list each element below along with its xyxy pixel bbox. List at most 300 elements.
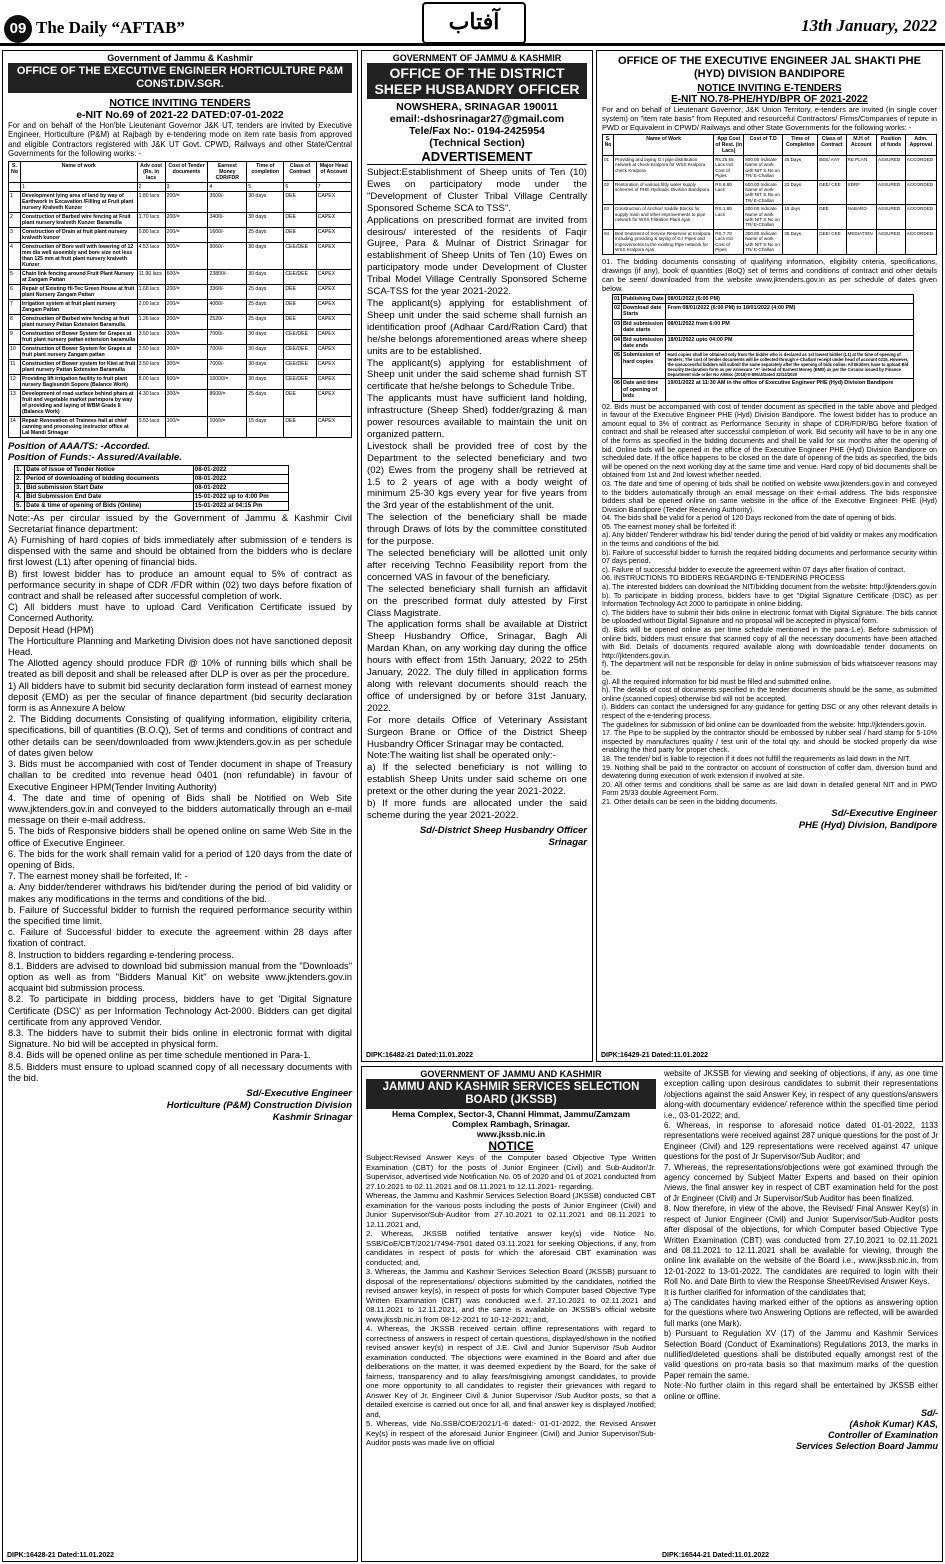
table-cell: 200/= (165, 314, 208, 329)
table-cell: 200.00 Indicate Name of work with NIT S.No on TR/ E-Challan (744, 205, 783, 230)
schedule-cell: 05 (613, 351, 622, 379)
table-cell: 4000/- (208, 299, 247, 314)
column-header: Time of completion (247, 161, 284, 182)
table-cell: 1.70 lacs (137, 212, 165, 227)
table-cell: 30 days (247, 344, 284, 359)
table-cell: 23800/- (208, 269, 247, 284)
ad1-aaa: Position of AAA/TS: -Accorded. (8, 440, 151, 452)
ad1-heading: NOTICE INVITING TENDERS (109, 97, 251, 109)
table-cell: 25 days (247, 284, 284, 299)
schedule-cell: 2. (15, 474, 25, 483)
table-cell: Chain link fencing around Fruit Plant Nursery at Zangam Pattan (20, 269, 137, 284)
table-cell: 7000/- (208, 329, 247, 344)
table-cell: 25 days (247, 314, 284, 329)
table-cell: CAPEX (316, 191, 351, 212)
ad1-nit: e-NIT No.69 of 2021-22 DATED:07-01-2022 (76, 109, 284, 121)
table-cell: CAPEX (316, 284, 351, 299)
column-header: Cost of T.D (744, 135, 783, 156)
table-cell: 300.00 Indicate Name of work with NIT S.No on TR/ E-Challan (744, 229, 783, 254)
table-cell: 04 (603, 229, 614, 254)
table-cell: 5 (9, 269, 21, 284)
table-cell: 16000/= (208, 374, 247, 389)
ad2-dipk: DIPK:16482-21 Dated:11.01.2022 (366, 1052, 474, 1059)
table-cell: Providing and laying G.I pipe distribution network at check Kralpora for WSS Kralpora check Kralpora (614, 156, 714, 181)
table-cell: ACCORDED (905, 180, 936, 205)
table-cell: DEE/ CEE (818, 180, 846, 205)
table-cell: 10 (9, 344, 21, 359)
schedule-row (613, 351, 914, 379)
ad2-sig-line1: Sd/-District Sheep Husbandry Officer (419, 824, 587, 836)
table-cell: CAPEX (316, 227, 351, 242)
ad1-government: Government of Jammu & Kashmir (107, 53, 253, 63)
ad4-address: Hema Complex, Sector-3, Channi Himmat, Jammu/Zamzam Complex Rambagh, Srinagar. (391, 1109, 631, 1129)
table-cell: DEE (284, 389, 316, 416)
table-cell: 8.00 lacs (137, 374, 165, 389)
table-cell: 7000/- (208, 359, 247, 374)
ad1-dipk: DIPK:16428-21 Dated:11.01.2022 (7, 1552, 115, 1559)
schedule-cell: 03 (613, 319, 622, 335)
column-header: Major Head of Account (316, 161, 351, 182)
table-cell: Construction of Anchor/ Saddle Blocks for supply main and other improvements to pipe network for WSS Filtration Plant Ajas (614, 205, 714, 230)
schedule-row (613, 379, 914, 401)
table-cell: 3.50 lacs (137, 344, 165, 359)
masthead-rule (0, 43, 945, 46)
table-cell: 11.90 lacs (137, 269, 165, 284)
table-cell: RS 7.73 Lacs Incl Cost of Pipes (714, 229, 744, 254)
column-header: Name of Work (614, 135, 714, 156)
table-cell: 45 Days (783, 156, 818, 181)
table-cell: CEE/DEE (284, 359, 316, 374)
ad3-sig-line2: PHE (Hyd) Division, Bandipore (798, 820, 937, 832)
ad2-tele: Tele/Fax No:- 0194-2425954 (409, 125, 545, 137)
schedule-cell: Date of Issue of Tender Notice (25, 465, 194, 474)
ad1-sig-line1: Sd/-Executive Engineer (246, 1087, 352, 1099)
ad2-body: Subject:Establishment of Sheep units of Ten (10) Ewes on participatory mode under the "Development of Cluster Tribal Village Centrally Sponsored Scheme SCA to TSS". Applications on prescribed format are invited from desirous/ interested of the residents of Faqir Gujree, Para & Mulnar of District Srinagar for establishment of Sheep Units of Ten (10) Ewes on participatory mode under Development of Cluster Tribal Model Village Centrally Sponsored Scheme SCA-TSS for the year 2021-2022. The applicant(s) applying for establishment of Sheep unit under the said scheme shall furnish an identification proof (Adhaar Card/Ration Card) that he/she belongs aforementioned areas where sheep units are to be established. The applicant(s) applying for establishment of Sheep unit under the said scheme shad furnish ST certificate that he/she belongs to Schedule Tribe. The applicants must have sufficient land holding, infrastructure (Sheep Shed) fodder/grazing & man power resources available to maintain the unit on organized pattern. Livestock shall be provided free of cost by the Department to the selected beneficiary and two (02) Ewes from the progeny shall be retrieved at 1.5 to 2 years of age with a body weight of minimum 25-30 kgs every year for five years from the 3rd year of the establishment of the unit. The selection of the beneficiary shall be made through Draws of lots by the committee constituted for the purpose. The selected beneficiary will be allotted unit only after receiving Techno Feasibility report from the concerned VAS in favour of the beneficiary. The selected beneficiary shall furnish an affidavit on the prescribed format duly attested by First Class Magistrate. The application forms shall be available at District Sheep Husbandry Office, Srinagar, Bagh Ali Mardan Khan, on any working day during the office hours with effect from 15th January, 2022 to 25th January, 2022. The duly filled in application forms along with relevant documents should reach the office of undersigned by or before 31st January, 2022. For more details Office of Veterinary Assistant Surgeon Brane or Office of the District Sheep Husbandry Officer Srinagar may be contacted. Note:The waiting list shall be operated only:- a) If the selected beneficiary is not willing to establish Sheep Units under said scheme on one pretext or the other during the year 2021-2022. b) If more funds are allocated under the said scheme during the year 2021-2022. (367, 167, 587, 821)
schedule-cell: From 08/01/2022 (6:00 PM) to 18/01/2022 (4:00 PM) (666, 303, 913, 319)
table-row (9, 374, 352, 389)
table-cell: DEE (284, 284, 316, 299)
table-cell: Providing lift irrigation facility to fruit plant nursery Bagisundri Sopore (Balance Work) (20, 374, 137, 389)
column-header: Class of Contract (818, 135, 846, 156)
table-cell: 300/= (165, 389, 208, 416)
schedule-row (15, 474, 289, 483)
ad2-email: email:-dshosrinagar27@gmail.com (389, 113, 565, 125)
table-cell: 35 Days (783, 229, 818, 254)
table-cell: Development lying area of land by way of Earthwork in Excavation /Filling at Fruit plant nursery Kralveth Kunzer (20, 191, 137, 212)
table-cell: 25 days (247, 227, 284, 242)
table-cell: 0.80 lacs (137, 227, 165, 242)
table-cell: 3400/- (208, 212, 247, 227)
ad3-signature (602, 808, 937, 832)
table-cell: ASSURED (876, 156, 905, 181)
schedule-cell: Date and time of opening of bids (622, 379, 666, 401)
schedule-row (613, 294, 914, 303)
table-cell: 4 (9, 242, 21, 269)
column-header: Class of Contract (284, 161, 316, 182)
ad3-schedule-table (612, 294, 914, 402)
table-cell: 4.30 lacs (137, 389, 165, 416)
column-header: Position of funds (876, 135, 905, 156)
table-cell: 200/= (165, 284, 208, 299)
table-cell: Bed treatment of Service Reservoir at Kralpora including providing & laying of G.I Pipes and improvements to the existing Pipe network for WSS Kralpora Ajas. (614, 229, 714, 254)
table-cell: Irrigation system at fruit plant nursery Zangam Pattan (20, 299, 137, 314)
schedule-cell: 5. (15, 501, 25, 510)
table-cell: ASSURED (876, 229, 905, 254)
column-number: 2 (137, 182, 165, 191)
table-cell: CAPEX (316, 299, 351, 314)
ad1-works-table (8, 161, 352, 438)
table-cell: Rs.25.65 Lacs Incl Cost of Pipes (714, 156, 744, 181)
ad4-heading: NOTICE (488, 1139, 534, 1153)
ad3-heading: NOTICE INVITING E-TENDERS (697, 83, 842, 94)
ad3-para01: 01. The bidding documents consisting of qualifying information, eligibility criteria, specifications, drawings (if any), book of quantities (BoQ) set of terms and conditions of contract and other details can be seen/ downloaded from the website www.jktenders.gov.in as per schedule of dates given below. (602, 256, 937, 293)
newspaper-logo: آفتاب (422, 2, 526, 44)
table-cell: 300/= (165, 359, 208, 374)
table-cell: CEE/DEE (284, 329, 316, 344)
ad1-office: OFFICE OF THE EXECUTIVE ENGINEER HORTICULTURE P&M CONST.DIV.SGR. (8, 63, 352, 93)
table-cell: 300/= (165, 242, 208, 269)
schedule-cell: Submission of hard copies (622, 351, 666, 379)
column-header: Adv cost (Rs. in lacs (137, 161, 165, 182)
schedule-row (15, 483, 289, 492)
ad-jkssb-notice (361, 1066, 943, 1562)
table-cell: 3.50 lacs (137, 359, 165, 374)
table-cell: Construction of Bower System for Grapes at fruit plant nursery Zangam pattan (20, 344, 137, 359)
ad-horticulture-tender (2, 50, 358, 1562)
table-cell: MEDIATION (846, 229, 876, 254)
table-cell: DEE (284, 416, 316, 437)
schedule-cell: Hard copies shall be obtained only from the bidder who is declared as 1st lowest bidder (L1) at the time of opening of tenders. The cost of tender documents will be collected through e-Challan/ receipt under head of account 0215. However, the unsuccessful bidders will submit the same separately after the opening of bids online. All Bidders have to upload Bid Security Declaration form as per Annexure "A" instead of Earnest Money (EMD) as per the Circular issued by Finance Department vide order No A/Misc (2018)-II-895/J/Dated 22/12/2020 (666, 351, 913, 379)
column-number: 4 (208, 182, 247, 191)
schedule-cell: 08-01-2022 (193, 465, 288, 474)
table-cell: 200/= (165, 191, 208, 212)
table-cell: 03 (603, 205, 614, 230)
ad2-office: OFFICE OF THE DISTRICT SHEEP HUSBANDRY OFFICER (367, 63, 587, 99)
ad1-body: Note:-As per circular issued by the Government of Jammu & Kashmir Civil Secretariat finance department: A) Furnishing of hard copies of bids immediately after submission of e tenders is dispensed with the same and should be obtained from the bidders who is declare first lowest (L1) after opening of financial bids. B) first lowest bidder has to produce an amount equal to 5% of contract as performance security in shape of CDR /FDR within (02) two days before fixation of contract and shall be released after successful completion of work. C) All bidders must have to upload Card Verification Certificate issued by Concerned Authority. Deposit Head (HPM) The Horticulture Planning and Marketing Division does not have sanctioned deposit Head. The Allotted agency should produce FDR @ 10% of running bills which shall be treated as bill deposit and shall be released after DLP is over as per the procedure. 1) All bidders have to submit bid security declaration form instead of earnest money deposit (EMD) as per the secular of finance department (bid security declaration form is as Annexure A below 2. The Bidding documents Consisting of qualifying information, eligibility criteria, specifications, bill of quantities (B.O.Q), Set of terms and conditions of contract and other details can be seen/downloaded from www.jktenders.gov.in as per schedule of dates given below 3. Bids must be accompanied with cost of Tender document in shape of Treasury challan to be credited into revenue head 0401 (non refundable) in favour of Executive Engineer HPM(Tender Inviting Authority) 4. The date and time of opening of Bids shall be Notified on Web Site www.jktenders.gov.in and conveyed to the bidders automatically through an e-mail message on their e-mail address. 5. The bids of Responsive bidders shall be opened online on same Web Site in the office of Executive Engineer. 6. The bids for the work shall remain valid for a period of 120 days from the date of opening of Bids. 7. The earnest money shall be forfeited, If: - a. Any bidder/tenderer withdraws his bid/tender during the period of bid validity or makes any modifications in the terms and conditions of the bid. b. Failure of Successful bidder to furnish the required performance security within the specified time limit. c. Failure of Successful bidder to execute the agreement within 28 days after fixation of contract. 8. Instruction to bidders regarding e-tendering process. 8.1. Bidders are advised to download bid submission manual from the "Downloads" option as well as from "Bidders Manual Kit" on website www.jktenders.gov.in acquaint bid submission process. 8.2. To participate in bidding process, bidders have to get 'Digital Signature Certificate (DSC)' as per Information Technology Act-2000. Bidders can get digital certificate from any approved Vendor. 8.3. The bidders have to submit their bids online in electronic format with digital Signature. No bid will be accepted in physical form. 8.4. Bids will be opened online as per time schedule mentioned in Para-1. 8.5. Bidders must ensure to upload scanned copy of all necessary documents with the bid. (8, 512, 352, 1083)
table-cell: 1.80 lacs (137, 191, 165, 212)
table-cell: NABARD (846, 205, 876, 230)
table-cell: Restoration of various filtly water supply schemes of PHE Hydraulic Division Bandipora (614, 180, 714, 205)
table-cell: DEE (284, 191, 316, 212)
table-cell: DEE (284, 299, 316, 314)
table-cell: 11 (9, 359, 21, 374)
table-cell: 23 Days (783, 180, 818, 205)
table-cell: RE PLAN (846, 156, 876, 181)
table-cell: Construction of Bower system for Kiwi at fruit plant nursery Pattan Extension Baramulla (21, 360, 136, 373)
table-row (9, 344, 352, 359)
schedule-row (613, 303, 914, 319)
table-cell: CEE/DEE (284, 242, 316, 269)
table-cell: 01 (603, 156, 614, 181)
table-cell: Construction of Drain at fruit plant nursery kralveth kunzer (20, 227, 137, 242)
ad4-office: JAMMU AND KASHMIR SERVICES SELECTION BOARD (JKSSB) (366, 1079, 656, 1109)
table-row (9, 314, 352, 329)
table-cell: CEE/DEE (284, 269, 316, 284)
ad3-office: OFFICE OF THE EXECUTIVE ENGINEER JAL SHAKTI PHE (HYD) DIVISION BANDIPORE (602, 53, 937, 83)
schedule-cell: 02 (613, 303, 622, 319)
column-header: App Cost of Rest. (in Lacs) (715, 136, 743, 154)
table-row (603, 205, 937, 230)
ad4-web: www.jkssb.nic.in (476, 1129, 546, 1139)
table-cell: CAPEX (316, 314, 351, 329)
column-header: S. No (603, 135, 614, 156)
table-cell: 9 (9, 329, 21, 344)
ad-sheep-husbandry (361, 50, 593, 1062)
table-cell: 1 (9, 191, 21, 212)
table-cell: 30 days (247, 191, 284, 212)
ad4-sig-line2: (Ashok Kumar) KAS, (849, 1419, 938, 1429)
table-cell: 8 (9, 314, 21, 329)
schedule-row (15, 465, 289, 474)
table-row (603, 156, 937, 181)
schedule-cell: Date & time of opening of Bids (Online) (25, 501, 194, 510)
table-cell: 3 (9, 227, 21, 242)
column-number: 3 (165, 182, 208, 191)
table-row (603, 229, 937, 254)
masthead (0, 0, 945, 44)
schedule-cell: 15-01-2022 at 04:15 Pm (193, 501, 288, 510)
schedule-cell: 04 (613, 335, 622, 351)
ad2-section: (Technical Section) (429, 137, 525, 149)
schedule-row (613, 319, 914, 335)
table-cell: 14 (9, 416, 21, 437)
table-cell: 30 days (247, 359, 284, 374)
schedule-cell: 08-01-2022 (193, 483, 288, 492)
table-cell: 8600/= (208, 389, 247, 416)
table-cell: RS 8.80 Lacs (714, 180, 744, 205)
table-cell: Repair Renovation of Trainees hall at chief canning and processing instructor office at Lal Mandi Srinagar (20, 416, 137, 437)
column-number: 1 (20, 182, 137, 191)
table-cell: Construction of Barbed wire fencing at Fruit plant nursery kralveth Kunzer Baramulla (20, 212, 137, 227)
table-cell: 30 days (247, 329, 284, 344)
ad4-col2: website of JKSSB for viewing and seeking of objections, if any, as one time exception calling upon desirous candidates to submit their representations /objections against the said Answer Key, in respect of any questions/answers along-with documentary evidence/ reference within the specified time period i.e., 03-01-2022; and, 6. Whereas, in response to aforesaid notice dated 01-01-2022, 1133 representations were received against 287 unique questions for the post of Jr Engineer (Civil) and 129 representations were received against 47 unique questions for the post of Jr Supervisor/Sub Auditor; and 7. Whereas, the representations/objections were got examined through the agency concerned by Subject Matter Experts and based on their opinion /views, the final answer key in respect of CBT examination held for the post of Jr Engineer (Civil) and Jr Supervisor/Sub Auditor has been finalized. 8. Now therefore, in view of the above, the Revised/ Final Answer Key(s) in respect of Junior Engineer (Civil) and Junior Supervisor/Sub-Auditor posts after disposal of the objections, for which Computer based Objective Type Written Examination (CBT) was conducted from 27.10.2021 to 02.11.2021 and 08.11.2021 to 12.11.2021 shall be available for viewing, through the online link available on the website of the Board i.e., www.jkssb.nic.in, from 12-01-2022 to 13-01-2022. The candidates are required to login with their Roll No. and Date Birth to view the Response Sheet/Revised Answer Keys. It is further clarified for information of the candidates that; a) The candidates having marked either of the options as answering option for the questions where two Answering Options are reflected, will be awarded full marks (one Mark). b) Pursuant to Regulation XV (17) of the Jammu and Kashmir Services Selection Board (Conduct of Examinations) Regulations 2013, the marks in nullified/deleted questions shall be distributed equally amongst rest of the valid questions on pro-rata basis so that maximum marks of the question Paper remain the same. Note:-No further claim in this regard shall be entertained by JKSSB either online or offline. (664, 1069, 938, 1401)
schedule-cell: Bid submission date ends (622, 335, 666, 351)
ad1-funds: Position of Funds:- Assured/Available. (8, 451, 182, 463)
table-cell: 600.00 Indicate Name of work with NIT S.No on TR/ E-Challan (744, 180, 783, 205)
column-header: S. No (9, 161, 21, 182)
table-cell: 600/= (165, 269, 208, 284)
table-cell: CAPEX (316, 344, 351, 359)
table-number-row (9, 182, 352, 191)
table-cell: 800.00 Indicate Name of work with NIT S.No on TR/ E-Challan (744, 156, 783, 181)
schedule-cell: Period of downloading of bidding documents (25, 474, 194, 483)
table-row (9, 212, 352, 227)
schedule-cell: 18/01/2022 upto 04:00 PM (666, 335, 913, 351)
ad4-dipk: DIPK:16544-21 Dated:11.01.2022 (662, 1552, 770, 1559)
column-header: Adm. Approval (905, 135, 936, 156)
table-cell: Construction of Bower System for Grapes at fruit plant nursery pattan extension baramulla (20, 329, 137, 344)
schedule-cell: 08/01/2022 (6:00 PM) (666, 294, 913, 303)
newspaper-name: The Daily “AFTAB” (36, 18, 185, 37)
ad4-sig-line1: Sd/- (921, 1408, 938, 1418)
table-cell: 15 days (783, 205, 818, 230)
ad2-sig-line2: Srinagar (548, 836, 587, 848)
table-row (9, 269, 352, 284)
schedule-cell: 1. (15, 465, 25, 474)
table-cell: 7 (9, 299, 21, 314)
ad3-dipk: DIPK:16429-21 Dated:11.01.2022 (601, 1052, 709, 1059)
table-cell: CAPEX (316, 374, 351, 389)
table-cell: 300/= (165, 344, 208, 359)
table-cell: DEE/ CEE (818, 229, 846, 254)
schedule-cell: 01 (614, 295, 620, 302)
table-cell: 30 days (247, 374, 284, 389)
issue-date: 13th January, 2022 (801, 16, 937, 35)
table-cell: 200/= (165, 299, 208, 314)
table-cell: 30 days (247, 269, 284, 284)
table-cell: 1060/= (208, 416, 247, 437)
table-cell: BEE/ AAY (818, 156, 846, 181)
schedule-cell: 3. (15, 483, 25, 492)
table-cell: CEE/DEE (284, 344, 316, 359)
table-row (9, 389, 352, 416)
table-cell: 0.53 lacs (137, 416, 165, 437)
table-row (9, 416, 352, 437)
table-cell: CAPEX (316, 212, 351, 227)
table-row (9, 284, 352, 299)
table-cell: 300/= (165, 329, 208, 344)
table-cell: Repair of Existing Hi-Tec Green House at fruit plant Nursery Zangam Pattan (20, 284, 137, 299)
table-row (603, 180, 937, 205)
table-row (9, 359, 352, 374)
table-cell: ASSURED (876, 180, 905, 205)
table-cell: 2520/- (208, 314, 247, 329)
schedule-cell: Bid submission date starts (622, 319, 666, 335)
schedule-cell: 06 (613, 379, 622, 401)
schedule-cell: Bid submission Start Date (25, 483, 194, 492)
schedule-cell: 08/01/2022 from 6:00 PM (666, 319, 913, 335)
table-row (9, 329, 352, 344)
table-cell: CAPEX (316, 389, 351, 416)
table-cell: 30 days (247, 212, 284, 227)
table-cell: CAPEX (316, 359, 351, 374)
table-cell: 6 (9, 284, 21, 299)
ad-jal-shakti-tender (596, 50, 943, 1062)
table-header-row (603, 135, 937, 156)
ad1-sig-line2: Horticulture (P&M) Construction Division (166, 1099, 352, 1111)
ad2-government: GOVERNMENT OF JAMMU & KASHMIR (392, 53, 562, 63)
table-cell: ACCORDED (905, 205, 936, 230)
table-cell: Construction of Barbed wire fencing at fruit plant nursery Pattan Extension Baramulla (20, 314, 137, 329)
ad3-works-table (602, 134, 937, 255)
table-row (9, 299, 352, 314)
page-number: 09 (4, 15, 32, 43)
ad4-government: GOVERNMENT OF JAMMU AND KASHMIR (420, 1069, 602, 1079)
table-cell: 9060/- (208, 242, 247, 269)
table-cell: 1600/- (208, 227, 247, 242)
table-cell: DEE (284, 212, 316, 227)
ad4-signature (664, 1408, 938, 1452)
table-cell: 2 (9, 212, 21, 227)
ad2-address: NOWSHERA, SRINAGAR 190011 (396, 101, 558, 113)
table-cell: CAPEX (316, 269, 351, 284)
table-cell: 02 (603, 180, 614, 205)
schedule-row (613, 335, 914, 351)
table-cell: DEE (284, 227, 316, 242)
table-header-row (9, 161, 352, 182)
ad4-left-column (366, 1069, 656, 1448)
column-number: 6 (284, 182, 316, 191)
table-row (9, 191, 352, 212)
ad3-intro: For and on behalf of Lieutenant Governor, J&K Union Territory, e-tenders are invited (in single cover system) on "item rate basis" from Reputed and resourceful Contractors/ Firms/Companies of repute in PWD or Equivalent in CPWD/ Railways and other State Governments for the following works: - (602, 105, 937, 132)
table-cell: ACCORDED (905, 229, 936, 254)
column-header: Cost of Tender documents (165, 161, 208, 182)
schedule-cell: 19/01/2022 at 11:30 AM in the office of Executive Engineer PHE (Hyd) Division Bandipore (666, 379, 913, 401)
table-cell: 1.26 lacs (137, 314, 165, 329)
table-cell: 13 (9, 389, 21, 416)
column-number: 7 (316, 182, 351, 191)
ad1-intro: For and on behalf of the Hon'ble Lieutenant Governor J&K UT, tenders are invited by Executive Engineer, Horticulture (P&M) at Rajbagh by e-tendering mode on item rate basis from approved and eligible Contractors registered with J&K UT Govt. CPWD, Railways and other State/Central Governments for the following works: - (8, 121, 352, 159)
ad3-nit: E-NIT NO.78-PHE/HYD/BPR OF 2021-2022 (671, 94, 868, 105)
table-cell: 100/= (165, 416, 208, 437)
table-cell: 200/= (165, 212, 208, 227)
column-number: 5 (247, 182, 284, 191)
table-cell: 12 (9, 374, 21, 389)
schedule-cell: 4. (15, 492, 25, 501)
table-cell: 15 days (247, 416, 284, 437)
ad4-col1: Subject:Revised Answer Keys of the Computer based Objective Type Written Examination (CBT) for the posts of Junior Engineer (Civil) and Sub-Auditor/Jr. Supervisor, advertised vide Notification No. 05 of 2020 and 01 of 2021 conducted from 27.10.2021 to 02.11.2021 and 08.11.2021 to 12.11.2021- regarding. Whereas, the Jammu and Kashmir Services Selection Board (JKSSB) conducted CBT examination for the various posts including the posts of Junior Engineer (Civil) and Junior Supervisor/Sub-Auditor from 27.10.2021 to 02.11.2021 and 08.11.2021 to 12.11.2021 and, 2. Whereas, JKSSB notified tentative answer key(s) vide Notice No. SSB/CoE/CBT/2021/7494-7501 dated 03.11.2021 for seeking Objections, if any, from candidates in respect of posts for which the aforesaid CBT examination was conducted; and, 3. Whereas, the Jammu and Kashmir Services Selection Board (JKSSB) pursuant to disposal of the representations/ objections submitted by the candidates, notified the revised answer key(s), in respect of posts for which Computer based Objective Type Written Examination (CBT) was conducted w.e.f. 27.10.2021 to 02.11.2021 and 08.11.2021 to 12.11.2021, and the same is available on JKSSB's official website www.jkssb.nic.in from 08-12-2021 to 10-12-2021; and, 4. Whereas, the JKSSB received certain offline representations with regard to correctness of answers in respect of certain questions, displayed/shown in the notified revised answer key(s) in respect of J.E. Civil and Junior Supervisor /Sub Auditor examination conducted. The objections were examined in the Board and after due deliberations on the matter, it was deemed expedient by the Board, for the sake of fairness, transparency and to allay fears/misgiving amongst candidates, to provide one more opportunity to all candidates to register their grievances with regard to Answer Key of Jr. Engineer Civil & Junior Supervisor /Sub Auditor posts, so that a detailed exercise is carried out once for all, and final answer key is displayed /notified; and, 5. Whereas, vide No.SSB/COE/2021/1-6 dated:- 01-01-2022, the Revised Answer Key(s) in respect of the aforesaid Junior Engineer (Civil) and Junior Supervisor/Sub-Auditor posts was made live on official (366, 1153, 657, 1447)
table-row (9, 242, 352, 269)
table-cell: 3.50 lacs (137, 329, 165, 344)
ad1-schedule-table (14, 465, 289, 511)
ad2-signature (367, 825, 587, 849)
ad3-sig-line1: Sd/-Executive Engineer (831, 808, 937, 820)
table-cell: SDRF (846, 180, 876, 205)
schedule-cell: Download date Starts (622, 303, 666, 319)
table-cell: CAPEX (316, 329, 351, 344)
ad1-signature (8, 1088, 352, 1124)
table-cell: 30 days (247, 242, 284, 269)
column-header: Earnest Money CDR/FDR (208, 161, 247, 182)
table-cell: DEE (818, 205, 846, 230)
table-cell: Development of road surface behind phars at fruit and vegetable market parimpora by way of providing and laying of WBM Grade II (Balance Work) (20, 389, 137, 416)
table-cell: ASSURED (876, 205, 905, 230)
schedule-cell: Bid Submission End Date (25, 492, 194, 501)
table-row (9, 227, 352, 242)
ad3-body: 02. Bids must be accompanied with cost of tender document as specified in the table above and pledged in favour of the Executive Engineer PHE (Hyd) Division Bandipore. The lowest bidder has to produce an amount equal to 3% of contract as Performance Security in shape of CDR/FDR/BG before fixation of contract and shall be released after successful completion of work. Bid security will have to be in any one of the forms as specified in the bidding documents and shall be valid for six months after the opening of bid. Online bids will be opened in the office of the Executive Engineer PHE (Hyd) Division Bandipore on scheduled date. If the office happens to be closed on the date of opening of the bids as specified, the bids will be opened on the next working day at the same time and venue. Hard copy of bid documents shall be obtained from 1st and 2nd lowest whether needed. 03. The date and time of opening of bids shall be notified on website www.jktenders.gov.in and conveyed to the bidders automatically through an email message on their e-mail address. The bids responsive bidders shall be opened online on same website in the office of the Executive Engineer PHE (Hyd) Division Bandipore (Tender Receiving Authority). 04. The bids shall be valid for a period of 120 Days reckoned from the date of opening of bids. 05. The earnest money shall be forfeited if: a). Any bidder/ Tenderer withdraw his bid/ tender during the period of bid validity or makes any modification in the terms and conditions of the bid. b). Failure of successful bidder to furnish the required bidding documents and performance security within 07 days period. c). Failure of successful bidder to execute the agreement within 07 days after fixation of contract. 06. INSTRUCTIONS TO BIDDERS REGARDING E-TENDERING PROCESS a). The interested bidders can download the NIT/bidding document from the website: http://jktenders.gov.in b). To participate in bidding process, bidders have to get "Digital Signature Certificate (DSC) as per Information Technology Act 2000 to participate in online bidding. c). The bidders have to submit their bids online in electronic format with Digital Signature. The bids cannot be uploaded without Digital Signature and no proposal will be accepted in physical form. d). Bids will be opened online as per time schedule mentioned in the para-1.e). Before submission of online bids, bidders must ensure that scanned copy of all the necessary documents have been attached with Bid. Details of documents required available along with downloadable tender documents on http://jktenders.gov.in. f). The department will not be responsible for delay in online submission of bids whatsoever reasons may be. g). All the required information for bid must be filled and submitted online. h). The details of cost of documents specified in the tender documents should be the same, as submitted online (scanned copies) otherwise bid will not be accepted. i). Bidders can contact the undersigned for any guidance for getting DSC or any other relevant details in respect of the e-tendering process. The guidelines for submission of bid online can be downloaded from the website: http://jktenders.gov.in. 17. The Pipe to be supplied by the contractor should be embossed by rubber seal / hard stamp for 5-10% inspected by manufactures quality / test unit of the total qty. and should be stocked properly dia wise enabling the third party for proper check. 18. The tender/ bid is liable to rejection if it does not fulfill the requirements as laid down in the NIT. 19. Nothing shall be paid to the contractor on account of construction of coffer dam, diversion bund and dewatering during execution of work extension if involved at site. 20. All other terms and conditions shall be same as are laid down in detailed general NIT and in PWD Form 25/33 double Agreement Form. 21. Other details can be seen in the bidding documents. (602, 402, 937, 806)
column-header: Time of Completion (783, 135, 818, 156)
table-cell: ACCORDED (905, 156, 936, 181)
table-cell: CEE/DEE (284, 374, 316, 389)
table-cell: 3600/- (208, 191, 247, 212)
table-cell: 3360/- (208, 284, 247, 299)
table-cell: 2.00 lacs (137, 299, 165, 314)
schedule-row (15, 492, 289, 501)
table-cell: CAPEX (316, 242, 351, 269)
table-cell: 200/= (165, 227, 208, 242)
table-cell: 600/= (165, 374, 208, 389)
schedule-cell: Publishing Date (622, 294, 666, 303)
table-cell: 25 days (247, 389, 284, 416)
column-header: Name of work (20, 161, 137, 182)
schedule-cell: 08-01-2022 (193, 474, 288, 483)
schedule-cell: 15-01-2022 up to 4:00 Pm (193, 492, 288, 501)
table-cell: Construction of Bore well with lowering of 12 mm dia well assembly and bore size not less than 125 mm at fruit plant nursery kralveth Kunzer (20, 242, 137, 269)
column-header: M.H of Account (846, 135, 876, 156)
schedule-row (15, 501, 289, 510)
table-cell: 7000/- (208, 344, 247, 359)
ad4-sig-line4: Services Selection Board Jammu (795, 1441, 938, 1451)
ad4-sig-line3: Controller of Examination (827, 1430, 938, 1440)
table-cell: RS 1.80 Lacs (714, 205, 744, 230)
table-cell: 1.68 lacs (137, 284, 165, 299)
table-cell: DEE (284, 314, 316, 329)
ad4-right-column (664, 1069, 938, 1452)
table-cell: 25 days (247, 299, 284, 314)
ad1-sig-line3: Kashmir Srinagar (272, 1111, 352, 1123)
table-cell: CAPEX (316, 416, 351, 437)
ad2-heading: ADVERTISEMENT (367, 149, 587, 165)
